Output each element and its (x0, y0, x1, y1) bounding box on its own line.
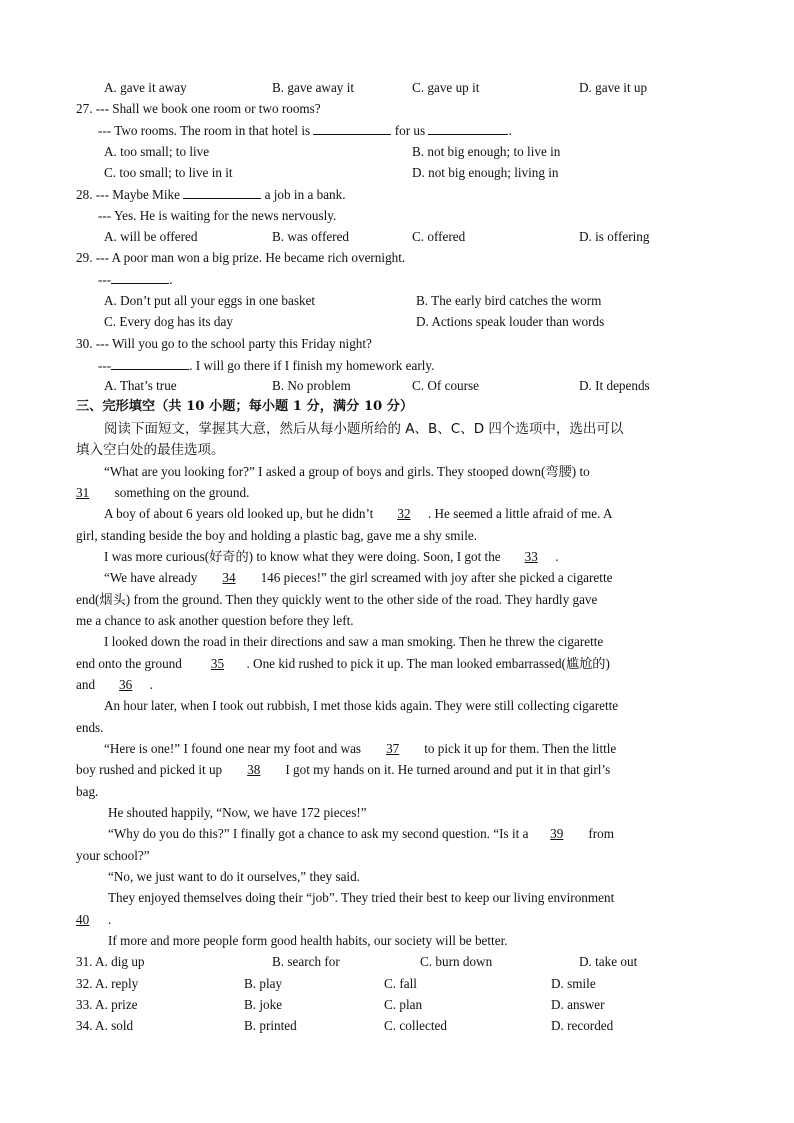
section-instruction-1: 阅读下面短文，掌握其大意，然后从每小题所给的 A、B、C、D 四个选项中，选出可以 (104, 421, 624, 437)
q29-text-b: . (169, 272, 173, 287)
q30-blank (111, 357, 189, 370)
passage-p6-line1: An hour later, when I took out rubbish, I met those kids again. They were still collecting cigarette (104, 698, 619, 713)
q28-option-d: D. is offering (579, 229, 650, 244)
q27-option-a: A. too small; to live (104, 144, 210, 159)
passage-p3-text-a: I was more curious(好奇的) to know what they were doing. Soon, I got the (104, 549, 501, 564)
passage-p7-text-d: I got my hands on it. He turned around and put it in that girl’s (285, 762, 611, 777)
q28-option-a: A. will be offered (104, 229, 198, 244)
q28-text-a: 28. --- Maybe Mike (76, 187, 181, 202)
passage-p6-line2: ends. (76, 720, 104, 735)
q30-text-b: . I will go there if I finish my homework early. (189, 358, 435, 373)
q27-option-d: D. not big enough; living in (412, 165, 559, 180)
q30-question: 30. --- Will you go to the school party this Friday night? (76, 336, 372, 351)
passage-p9-text-a: “Why do you do this?” I finally got a chance to ask my second question. “Is it a (108, 826, 529, 841)
section-instruction-2: 填入空白处的最佳选项。 (76, 442, 225, 458)
blank-39: 39 (550, 826, 564, 841)
q29-text-a: --- (98, 272, 112, 287)
passage-p2-line1 (104, 506, 613, 522)
blank-32: 32 (397, 506, 411, 521)
passage-p1-line2 (76, 485, 249, 501)
q27-blank-1 (313, 122, 391, 135)
q27-option-b: B. not big enough; to live in (412, 144, 561, 159)
q28-option-c: C. offered (412, 229, 466, 244)
q30-option-a: A. That’s true (104, 378, 177, 393)
blank-37: 37 (386, 741, 400, 756)
passage-p5-line1: I looked down the road in their directions and saw a man smoking. Then he threw the cigarette (104, 634, 604, 649)
passage-p7-line2 (76, 762, 610, 778)
q32-option-a: 32. A. reply (76, 976, 139, 991)
blank-38: 38 (247, 762, 261, 777)
q33-option-a: 33. A. prize (76, 997, 138, 1012)
q29-option-a: A. Don’t put all your eggs in one basket (104, 293, 316, 308)
passage-p5-line2 (76, 656, 610, 672)
section-title: 三、完形填空（共 10 小题；每小题 1 分，满分 10 分） (76, 399, 414, 414)
passage-p8: He shouted happily, “Now, we have 172 pieces!” (108, 805, 367, 820)
q33-option-b: B. joke (244, 997, 283, 1012)
passage-p7-text-c: boy rushed and picked it up (76, 762, 223, 777)
q27-blank-2 (428, 122, 508, 135)
q32-option-b: B. play (244, 976, 283, 991)
q31-option-d: D. take out (579, 954, 638, 969)
blank-40: 40 (76, 912, 90, 927)
q29-option-c: C. Every dog has its day (104, 314, 233, 329)
passage-p2-text-b: . He seemed a little afraid of me. A (427, 506, 613, 521)
q34-option-b: B. printed (244, 1018, 297, 1033)
passage-p1-line1: “What are you looking for?” I asked a group of boys and girls. They stooped down(弯腰) to (104, 464, 590, 479)
q29-answer-line (98, 271, 172, 288)
passage-p3 (104, 549, 559, 565)
passage-p4-text-a: “We have already (104, 570, 198, 585)
q30-option-c: C. Of course (412, 378, 480, 393)
q27-question: 27. --- Shall we book one room or two rooms? (76, 101, 321, 116)
passage-p4-line1 (104, 570, 612, 586)
blank-33: 33 (524, 549, 538, 564)
q28-question (76, 186, 346, 203)
blank-34: 34 (222, 570, 236, 585)
q34-option-d: D. recorded (551, 1018, 614, 1033)
passage-p2-line2: girl, standing beside the boy and holding a plastic bag, gave me a shy smile. (76, 528, 478, 543)
passage-p5-text-b: . One kid rushed to pick it up. The man looked embarrassed(尴尬的) (246, 656, 610, 671)
passage-p1-text: something on the ground. (114, 485, 250, 500)
q28-text-b: a job in a bank. (264, 187, 346, 202)
passage-p5-text-a: end onto the ground (76, 656, 182, 671)
q33-option-d: D. answer (551, 997, 605, 1012)
blank-31: 31 (76, 485, 90, 500)
passage-p5-text-d: . (149, 677, 153, 692)
passage-p7-line3: bag. (76, 784, 99, 799)
passage-p7-line1 (104, 741, 616, 757)
q26-option-c: C. gave up it (412, 80, 480, 95)
q33-option-c: C. plan (384, 997, 423, 1012)
q27-answer-text-b: for us (394, 123, 426, 138)
blank-35: 35 (210, 656, 225, 671)
passage-p11-text-b: . (108, 912, 112, 927)
q27-answer-text-a: --- Two rooms. The room in that hotel is (98, 123, 311, 138)
q31-option-a: 31. A. dig up (76, 954, 145, 969)
passage-p4-line3: me a chance to ask another question before they left. (76, 613, 354, 628)
q34-option-c: C. collected (384, 1018, 447, 1033)
q34-option-a: 34. A. sold (76, 1018, 134, 1033)
q28-blank (183, 186, 261, 199)
passage-p2-text-a: A boy of about 6 years old looked up, but he didn’t (104, 506, 374, 521)
q28-answer-line: --- Yes. He is waiting for the news nervously. (98, 208, 337, 223)
passage-p4-text-b: 146 pieces!” the girl screamed with joy after she picked a cigarette (260, 570, 613, 585)
q29-option-d: D. Actions speak louder than words (416, 314, 605, 329)
passage-p12: If more and more people form good health habits, our society will be better. (108, 933, 508, 948)
blank-36: 36 (119, 677, 133, 692)
q29-blank (111, 271, 169, 284)
q32-option-d: D. smile (551, 976, 596, 991)
q31-option-b: B. search for (272, 954, 340, 969)
q29-option-b: B. The early bird catches the worm (416, 293, 602, 308)
passage-p9-line1 (108, 826, 614, 842)
q30-answer-line (98, 357, 434, 374)
passage-p3-text-b: . (555, 549, 559, 564)
passage-p5-text-c: and (76, 677, 96, 692)
q27-option-c: C. too small; to live in it (104, 165, 233, 180)
q28-option-b: B. was offered (272, 229, 350, 244)
passage-p10: “No, we just want to do it ourselves,” they said. (108, 869, 360, 884)
q30-text-a: --- (98, 358, 112, 373)
q27-answer-line (98, 122, 512, 139)
passage-p9-line2: your school?” (76, 848, 150, 863)
q31-option-c: C. burn down (420, 954, 493, 969)
q29-question: 29. --- A poor man won a big prize. He became rich overnight. (76, 250, 406, 265)
q32-option-c: C. fall (384, 976, 417, 991)
q30-option-b: B. No problem (272, 378, 351, 393)
q26-option-a: A. gave it away (104, 80, 187, 95)
q27-answer-text-c: . (508, 123, 512, 138)
passage-p9-text-b: from (588, 826, 614, 841)
passage-p7-text-a: “Here is one!” I found one near my foot and was (104, 741, 362, 756)
q26-option-b: B. gave away it (272, 80, 355, 95)
passage-p7-text-b: to pick it up for them. Then the little (424, 741, 617, 756)
q26-option-d: D. gave it up (579, 80, 648, 95)
passage-p11-line1: They enjoyed themselves doing their “job”. They tried their best to keep our living environment (108, 890, 615, 905)
passage-p4-line2: end(烟头) from the ground. Then they quickly went to the other side of the road. They hardly gave (76, 592, 598, 607)
passage-p11-line2 (76, 912, 111, 928)
passage-p5-line3 (76, 677, 153, 693)
q30-option-d: D. It depends (579, 378, 650, 393)
